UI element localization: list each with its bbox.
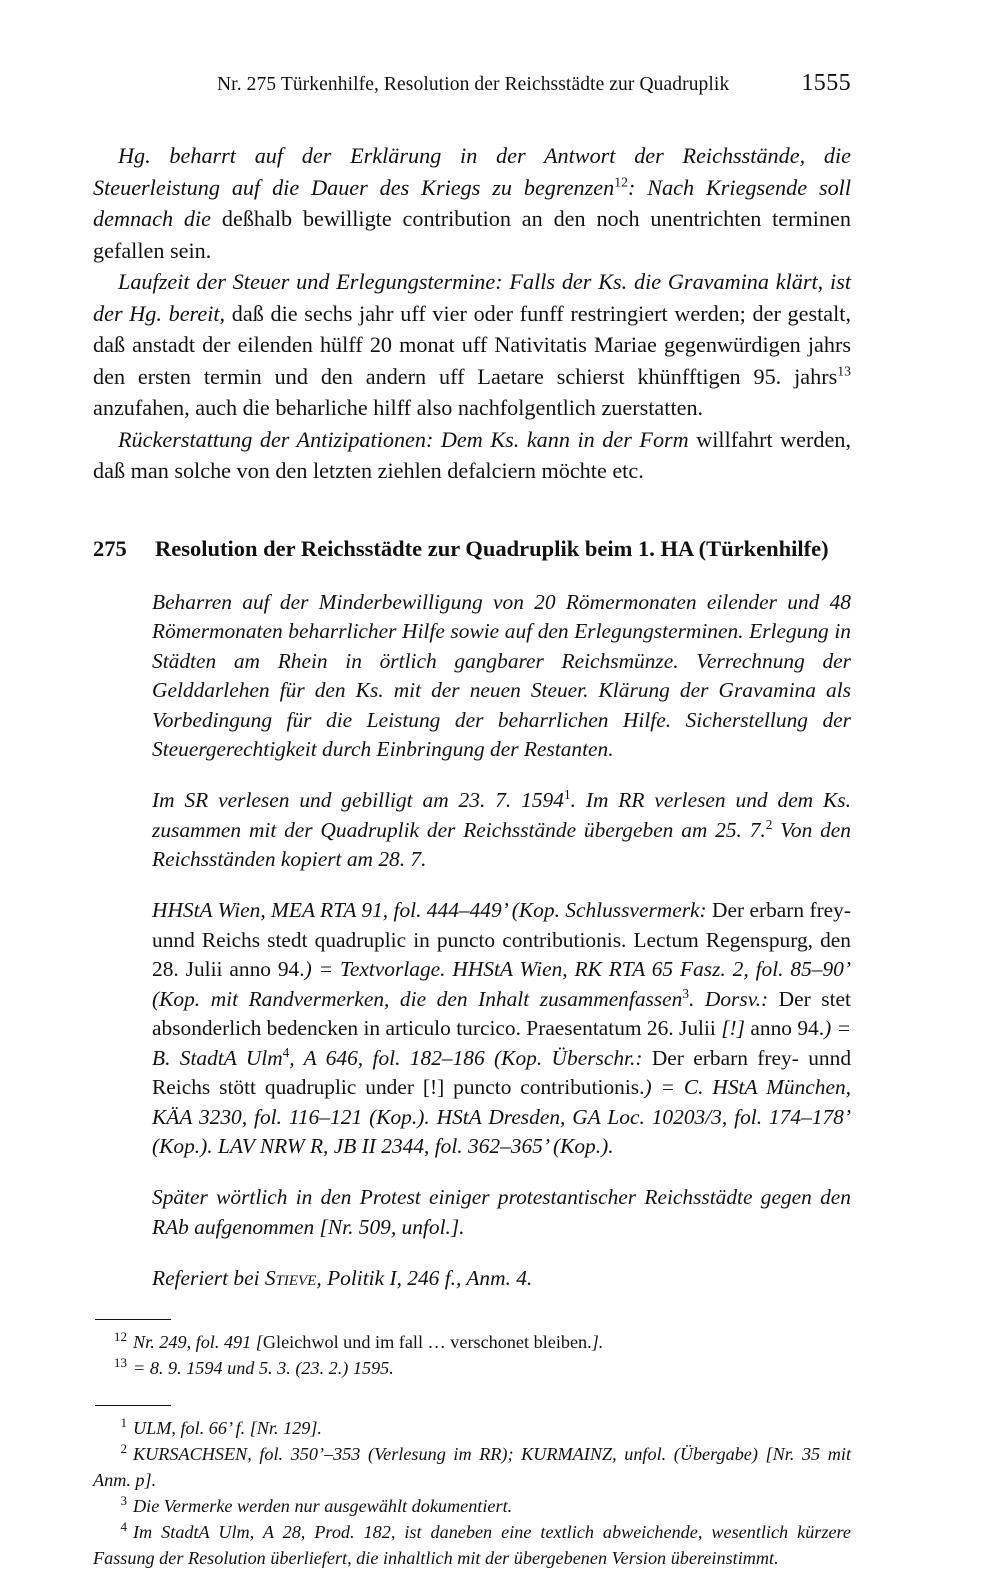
footnote-group-lower xyxy=(93,1405,851,1571)
provenance-text-1: Im SR verlesen und gebilligt am 23. 7. 1594 xyxy=(152,788,564,813)
running-head xyxy=(93,0,851,122)
para2-roman-mid: daß die sechs jahr uff vier oder funff restringiert werden; der gestalt, daß anstadt der eilenden hülff 20 monat uff Nativitatis Mariae gegenwürdigen jahrs den ersten termin und den andern uff Laetare schierst khünfftigen 95. jahrs xyxy=(93,300,851,389)
ref-sic-marker-1: [!] xyxy=(721,1016,746,1041)
para1-italic-lead: Hg. beharrt auf der Erklärung in der Antwort der Reichsstände, die Steuerleistung auf die Dauer des Kriegs zu begrenzen xyxy=(93,143,851,200)
section-heading xyxy=(93,534,851,564)
footnote-13-text: = 8. 9. 1594 und 5. 3. (23. 2.) 1595. xyxy=(133,1358,394,1379)
footnote-ref-4[interactable]: 4 xyxy=(282,1044,290,1060)
para3-italic-lead: Rückerstattung der Antizipationen: Dem Ks. kann in der Form xyxy=(118,426,689,452)
section-title: Resolution der Reichsstädte zur Quadruplik beim 1. HA (Türkenhilfe) xyxy=(155,535,829,561)
footnote-2-text-2: , unfol. (Übergabe) [Nr. 35 mit Anm. p]. xyxy=(93,1444,851,1491)
page-number: 1555 xyxy=(801,70,851,96)
paragraph-beharrt xyxy=(93,140,851,266)
referenced-author: Stieve xyxy=(264,1265,317,1290)
footnote-2: 2 KURSACHSEN, fol. 350’–353 (Verlesung im RR); KURMAINZ, unfol. (Übergabe) [Nr. 35 mit Anm. p]. xyxy=(93,1441,851,1491)
ref-italic-6: , A 646, fol. 182–186 (Kop. Überschr.: xyxy=(289,1045,643,1070)
ref-roman-2: Der stet absonderlich bedencken in articulo turcico. Praesentatum 26. Julii xyxy=(152,986,851,1041)
footnote-12-roman: Gleichwol und im fall … verschonet bleiben. xyxy=(262,1332,592,1353)
referenced-lead: Referiert bei xyxy=(152,1265,265,1290)
para1-roman-rest: deßhalb bewilligte contribution an den noch unentrichten terminen gefallen sein. xyxy=(93,206,851,263)
footnote-1-text: , fol. 66’ f. [Nr. 129]. xyxy=(171,1418,322,1439)
document-provenance xyxy=(152,786,851,875)
footnote-ref-2[interactable]: 2 xyxy=(765,816,773,832)
ref-italic-3: . Dorsv.: xyxy=(688,986,769,1011)
footnote-2-source-1: KURSACHSEN xyxy=(133,1444,248,1465)
para1-italic-cont: : Nach Kriegsende soll demnach die xyxy=(93,174,851,231)
document-summary: Beharren auf der Minderbewilligung von 20 Römermonaten eilender und 48 Römermonaten beharrlicher Hilfe sowie auf den Erlegungsterminen. Erlegung in Städten am Rhein in örtlich gangbarer Reichsmünze. Verrechnung der Gelddarlehen für den Ks. mit der neuen Steuer. Klärung der Gravamina als Vorbedingung für die Leistung der beharrlichen Hilfe. Sicherstellung der Steuergerechtigkeit durch Einbringung der Restanten. xyxy=(152,589,851,762)
footnote-ref-12[interactable]: 12 xyxy=(614,174,628,190)
footnote-4-text: Im StadtA Ulm, A 28, Prod. 182, ist daneben eine textlich abweichende, wesentlich kürzere Fassung der Resolution überliefert, die inhaltlich mit der übergebenen Version übereinstimmt. xyxy=(93,1522,851,1569)
footnote-3: 3 Die Vermerke werden nur ausgewählt dokumentiert. xyxy=(120,1493,513,1517)
footnote-3-text: Die Vermerke werden nur ausgewählt dokumentiert. xyxy=(133,1496,513,1517)
archival-references xyxy=(152,896,851,1162)
ref-roman-1: Der erbarn frey- unnd Reichs stedt quadruplic in puncto contributionis. Lectum Regenspurg, den 28. Julii anno 94. xyxy=(152,898,852,982)
paragraph-laufzeit xyxy=(93,266,851,424)
section-number: 275 xyxy=(93,535,127,561)
ref-roman-3: anno 94. xyxy=(745,1016,825,1041)
para2-roman-rest: anzufahen, auch die beharliche hilff also nachfolgentlich zuerstatten. xyxy=(93,395,704,420)
footnote-ref-1[interactable]: 1 xyxy=(563,787,571,803)
footnote-12: 12 Nr. 249, fol. 491 [Gleichwol und im fall … verschonet bleiben.]. xyxy=(113,1329,604,1353)
footnote-separator-rule-2 xyxy=(95,1405,171,1406)
ref-italic-2: ) = Textvorlage. HHStA Wien, RK RTA 65 Fasz. 2, fol. 85–90’ (Kop. mit Randvermerken, die den Inhalt zusammenfassen xyxy=(152,957,851,1011)
ref-italic-5: ) = B. StadtA Ulm xyxy=(152,1016,852,1070)
running-head-title: Nr. 275 Türkenhilfe, Resolution der Reichsstädte zur Quadruplik xyxy=(217,74,730,95)
ref-roman-4: Der erbarn frey- unnd Reichs stött quadruplic under [!] puncto contributionis. xyxy=(152,1045,852,1100)
ref-italic-1: HHStA Wien, MEA RTA 91, fol. 444–449’ (Kop. Schlussvermerk: xyxy=(152,898,707,923)
footnote-1: 1 ULM, fol. 66’ f. [Nr. 129]. xyxy=(120,1415,322,1439)
ref-italic-7: ) = C. HStA München, KÄA 3230, fol. 116–121 (Kop.). HStA Dresden, GA Loc. 10203/3, fol. 174–178’ (Kop.). LAV NRW R, JB II 2344, fol. 362–365’ (Kop.). xyxy=(152,1075,851,1159)
footnote-12-italic-1: Nr. 249, fol. 491 [ xyxy=(133,1332,263,1353)
referenced-rest: , Politik I, 246 f., Anm. 4. xyxy=(316,1265,533,1290)
footnote-ref-13[interactable]: 13 xyxy=(837,363,851,379)
later-use-note xyxy=(152,1183,851,1242)
document-block xyxy=(152,588,851,1294)
paragraph-rueckerstattung xyxy=(93,424,851,487)
provenance-text-3: Von den Reichsständen kopiert am 28. 7. xyxy=(152,817,851,872)
footnote-group-upper xyxy=(93,1319,851,1381)
footnote-separator-rule xyxy=(95,1319,171,1320)
footnote-12-italic-2: ]. xyxy=(591,1332,604,1353)
later-use-text: Später wörtlich in den Protest einiger protestantischer Reichsstädte gegen den RAb aufgenommen [Nr. 509, unfol.]. xyxy=(152,1185,851,1239)
para2-italic-lead: Laufzeit der Steuer und Erlegungstermine: Falls der Ks. die Gravamina klärt, ist der Hg. bereit, xyxy=(93,269,851,326)
provenance-text-2: . Im RR verlesen und dem Ks. zusammen mit der Quadruplik der Reichsstände übergeben am 25. 7. xyxy=(152,788,851,842)
footnote-ref-3[interactable]: 3 xyxy=(682,985,689,1001)
footnote-2-source-2: KURMAINZ xyxy=(521,1444,613,1465)
footnote-13: 13 = 8. 9. 1594 und 5. 3. (23. 2.) 1595. xyxy=(113,1355,394,1379)
literature-reference xyxy=(152,1264,851,1294)
footnote-2-text-1: , fol. 350’–353 (Verlesung im RR); xyxy=(247,1444,522,1465)
page-content xyxy=(93,0,851,1571)
footnote-1-source: ULM xyxy=(133,1418,172,1439)
para3-roman-rest: willfahrt werden, daß man solche von den letzten ziehlen defalciern möchte etc. xyxy=(93,426,852,483)
footnote-4: 4 Im StadtA Ulm, A 28, Prod. 182, ist daneben eine textlich abweichende, wesentlich kürzere Fassung der Resolution überliefert, die inhaltlich mit der übergebenen Version übereinstimmt. xyxy=(93,1519,851,1569)
